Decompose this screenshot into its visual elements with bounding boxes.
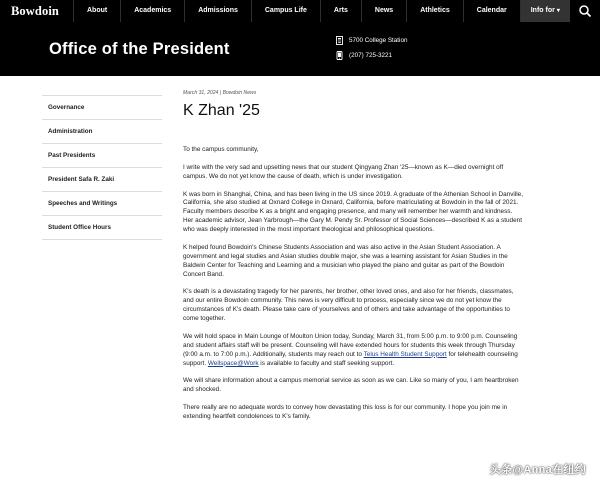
paragraph-activities: K helped found Bowdoin's Chinese Students Association and was also active in the Asian Student Association. A government and legal studies and Asian studies double major, she was a learning assistant for Asian Studies in the Baldwin Center for Teaching and Learning and a musician who played the piano and guitar as part of the Bowdoin Concert Band. xyxy=(183,243,508,278)
nav-athletics[interactable]: Athletics xyxy=(406,0,463,22)
paragraph-greeting: To the campus community, xyxy=(183,146,259,153)
paragraph-memorial: We will share information about a campus memorial service as soon as we can. Like so many of you, I am heartbroken and shocked. xyxy=(183,377,519,394)
nav-info-for-dropdown[interactable] xyxy=(520,0,570,22)
support-text-3: is available to faculty and staff seeking support. xyxy=(258,359,395,367)
article-date: March 31, 2024 xyxy=(183,90,219,96)
main-nav xyxy=(73,0,570,22)
paragraph-condolences: There really are no adequate words to convey how devastating this loss is for our community. I hope you join me in extending heartfelt condolences to K's family. xyxy=(183,404,508,421)
paragraph-tragedy: K's death is a devastating tragedy for her parents, her brother, other loved ones, and also for her friends, classmates, and our entire Bowdoin community. This news is very difficult to process, especially since we do not yet know the circumstances of K's death. Please take care of yourselves and of others and take advantage of the opportunities to come together. xyxy=(183,288,514,323)
article-header xyxy=(183,90,523,120)
office-phone-text[interactable]: (207) 725-3221 xyxy=(349,52,393,59)
telus-health-link[interactable]: Telus Health Student Support xyxy=(363,350,447,358)
bowdoin-logo[interactable]: Bowdoin xyxy=(11,3,59,18)
article-source[interactable]: Bowdoin News xyxy=(222,90,257,96)
article-body xyxy=(183,146,523,431)
sidebar-item-president-zaki[interactable]: President Safa R. Zaki xyxy=(42,168,162,192)
sidebar-item-governance[interactable]: Governance xyxy=(42,96,162,120)
article-title: K Zhan '25 xyxy=(183,102,260,119)
top-nav-bar xyxy=(0,0,600,22)
nav-calendar[interactable]: Calendar xyxy=(463,0,520,22)
paragraph-biography: K was born in Shanghai, China, and has been living in the US since 2019. A graduate of the Athenian School in Danville, California, she also studied at Oxnard College in Oxnard, California, before matriculating at Bowdoin in the fall of 2021. Faculty members describe K as a bright and engaging presence, and many will remember her warmth and kindness. Her academic advisor, Jean Yarbrough—the Gary M. Pendy Sr. Professor of Social Sciences—described K as a student who was deeply interested in the most important theological and philosophical questions. xyxy=(183,190,523,234)
sidebar-item-office-hours[interactable]: Student Office Hours xyxy=(42,216,162,240)
support-text-2: for telehealth counseling support. xyxy=(183,350,518,367)
search-icon[interactable] xyxy=(578,4,592,18)
wellspace-link[interactable]: Wellspace@Work xyxy=(207,359,259,367)
nav-admissions[interactable]: Admissions xyxy=(184,0,251,22)
sidebar-item-speeches[interactable]: Speeches and Writings xyxy=(42,192,162,216)
info-for-label: Info for xyxy=(530,7,555,14)
phone-icon xyxy=(336,51,343,60)
office-address-text: 5700 College Station xyxy=(349,37,408,44)
chevron-down-icon: ▾ xyxy=(556,8,560,14)
support-text-1: We will hold space in Main Lounge of Moulton Union today, Sunday, March 31, from 5:00 p.m. to 9:00 p.m. Counseling and student affairs staff will be present. Counseling will have extended hours for students this week through Thursday (9:00 a.m. to 7:00 p.m.). Additionally, students may reach out to xyxy=(183,332,518,358)
nav-arts[interactable]: Arts xyxy=(320,0,361,22)
office-address xyxy=(336,36,407,45)
nav-about[interactable]: About xyxy=(73,0,120,22)
office-title[interactable]: Office of the President xyxy=(49,40,230,58)
nav-academics[interactable]: Academics xyxy=(120,0,184,22)
nav-news[interactable]: News xyxy=(361,0,406,22)
office-phone[interactable] xyxy=(336,51,392,60)
watermark: 头条@Anna在纽约 xyxy=(489,464,586,476)
sidebar-nav xyxy=(42,95,162,240)
sidebar-item-administration[interactable]: Administration xyxy=(42,120,162,144)
sidebar-item-past-presidents[interactable]: Past Presidents xyxy=(42,144,162,168)
paragraph-announcement: I write with the very sad and upsetting news that our student Qingyang Zhan '25—known as K—died overnight off campus. We do not yet know the cause of death, which is under investigation. xyxy=(183,163,504,180)
paragraph-support xyxy=(183,333,523,369)
office-header xyxy=(0,22,600,76)
article-meta: March 31, 2024 | Bowdoin News xyxy=(183,90,257,96)
mail-icon xyxy=(336,36,343,45)
nav-campus-life[interactable]: Campus Life xyxy=(251,0,320,22)
